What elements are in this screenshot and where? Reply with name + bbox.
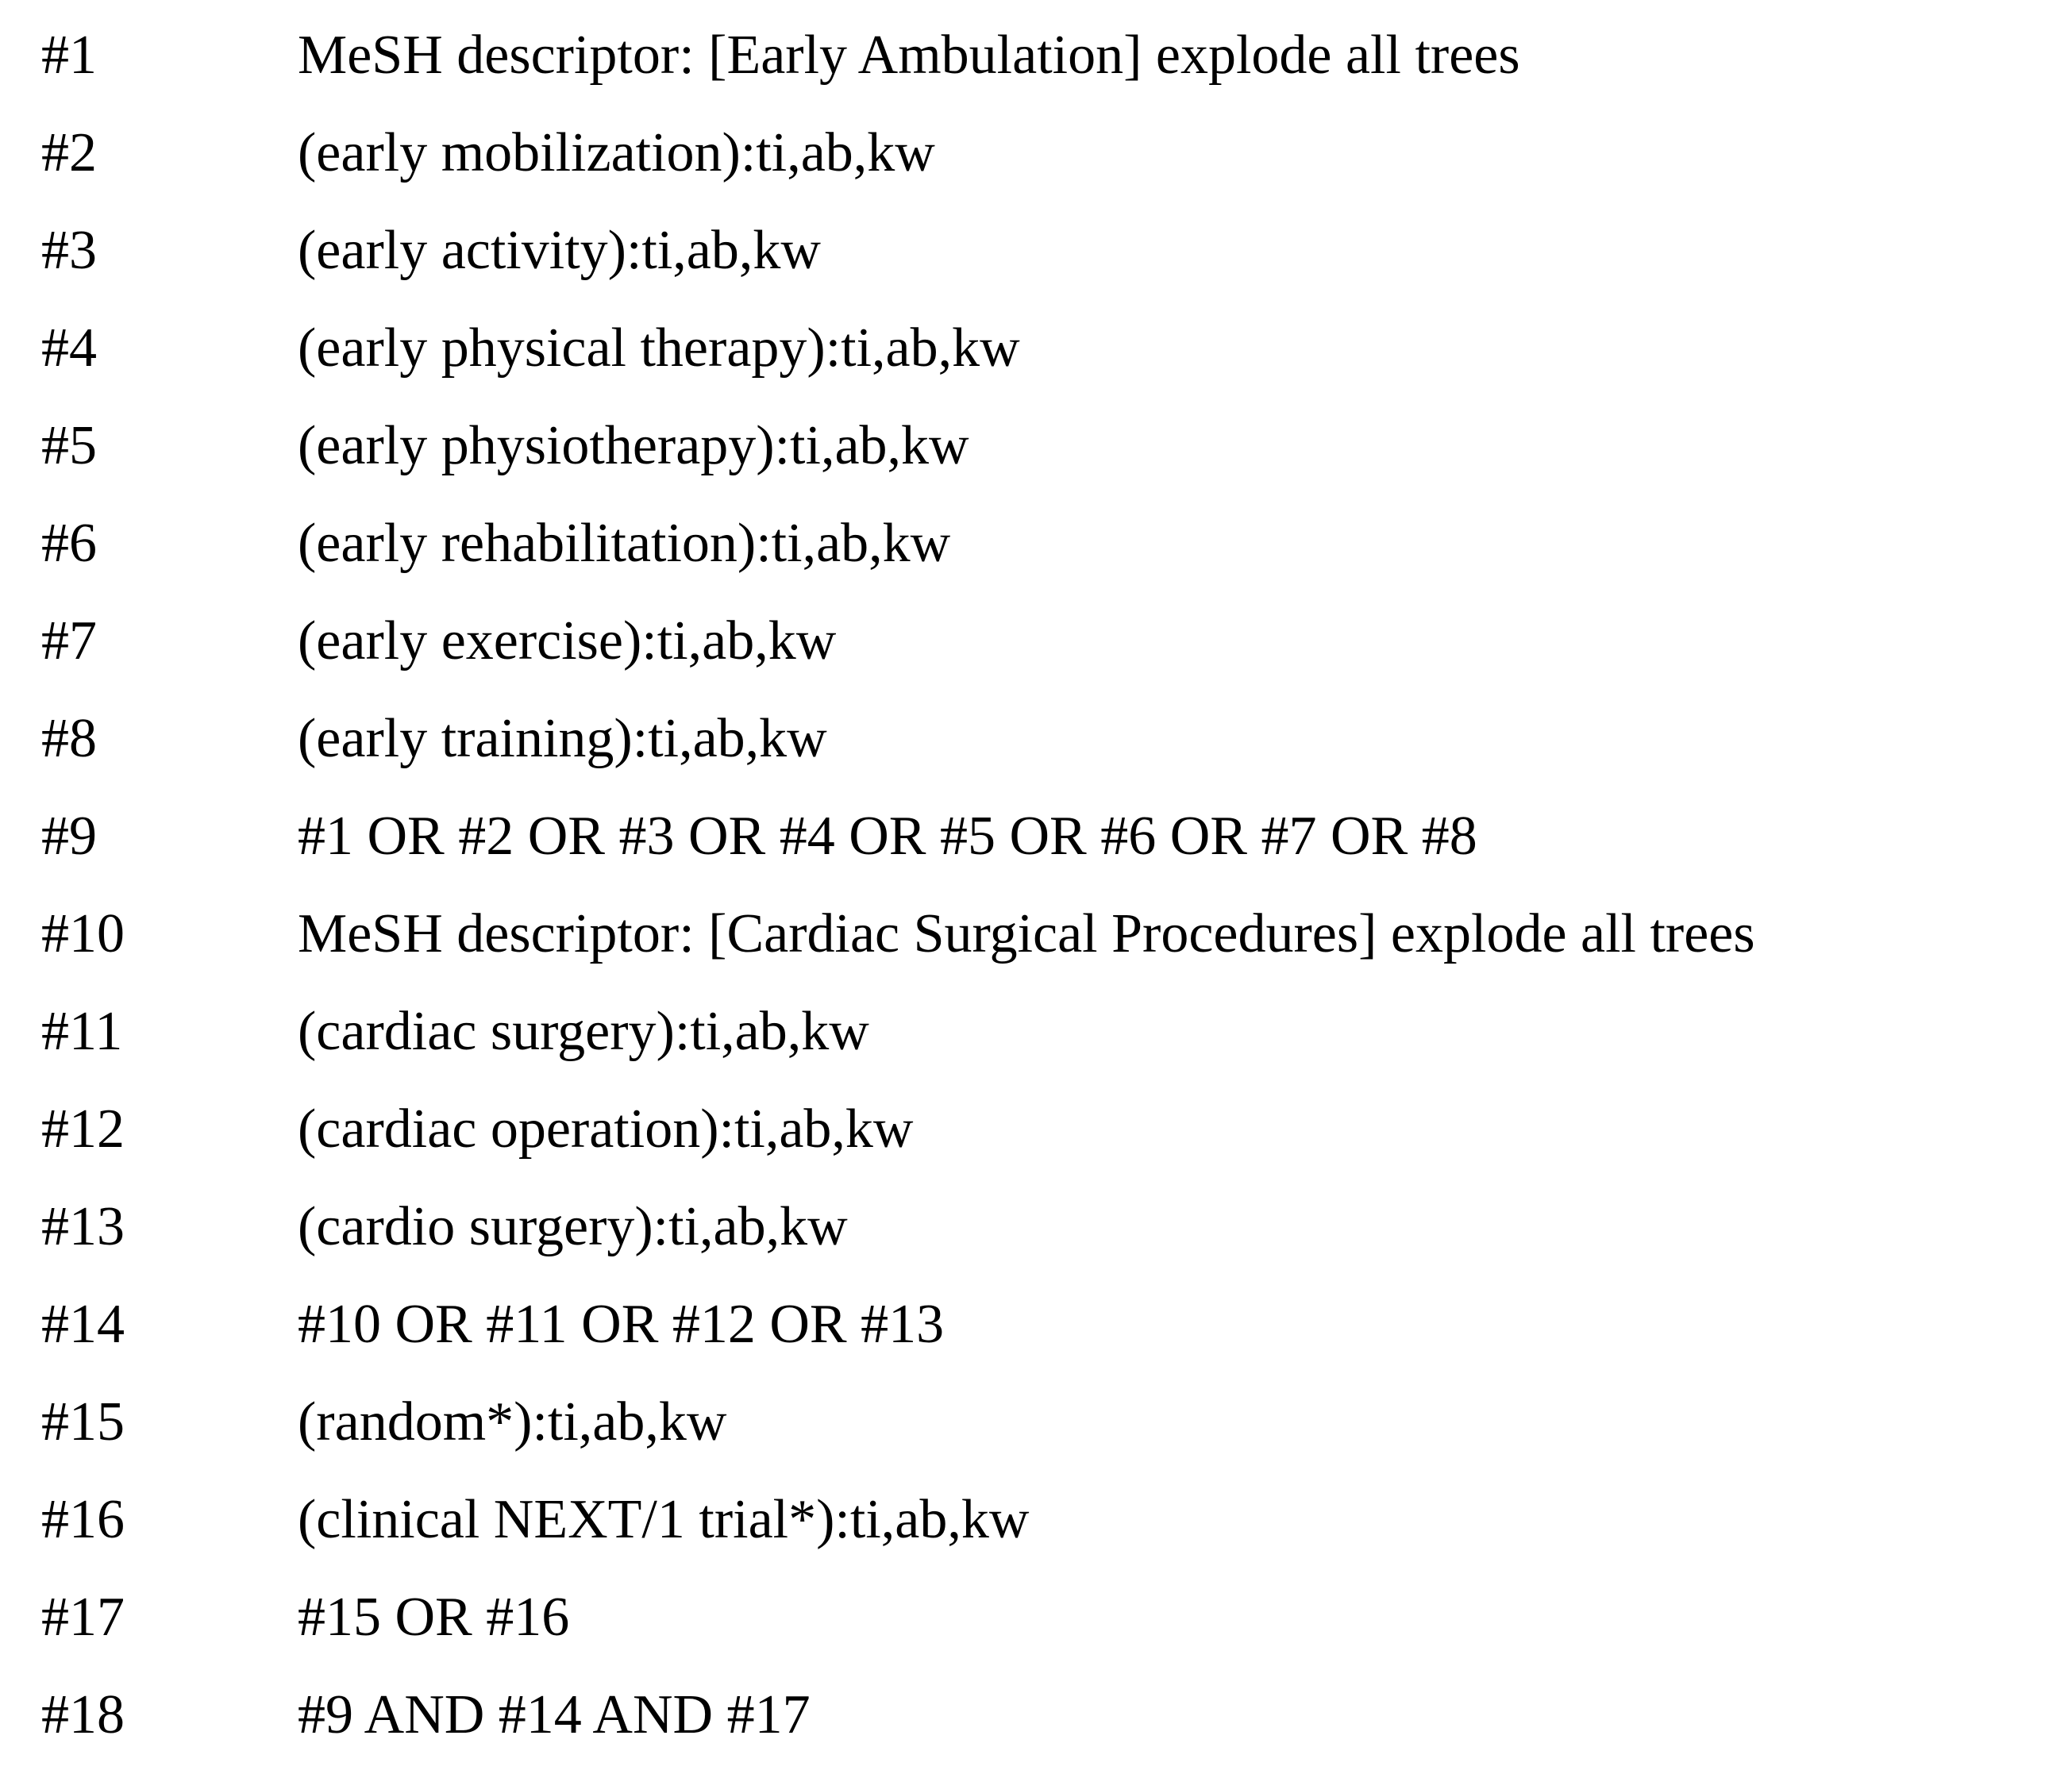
search-line-16 (0, 1480, 2072, 1560)
search-line-17 (0, 1578, 2072, 1657)
line-number: #13 (41, 1196, 125, 1257)
query-text: (early mobilization):ti,ab,kw (298, 122, 935, 183)
query-text: (cardio surgery):ti,ab,kw (298, 1196, 848, 1257)
query-text: (early physiotherapy):ti,ab,kw (298, 415, 969, 476)
line-number: #16 (41, 1489, 125, 1550)
query-text: #15 OR #16 (298, 1587, 570, 1648)
search-line-6 (0, 504, 2072, 583)
search-line-7 (0, 602, 2072, 681)
query-text: (clinical NEXT/1 trial*):ti,ab,kw (298, 1489, 1030, 1550)
query-text: #10 OR #11 OR #12 OR #13 (298, 1294, 945, 1355)
line-number: #8 (41, 708, 97, 769)
line-number: #12 (41, 1099, 125, 1160)
line-number: #9 (41, 806, 97, 867)
query-text: (cardiac operation):ti,ab,kw (298, 1099, 914, 1160)
line-number: #7 (41, 610, 97, 671)
query-text: (early training):ti,ab,kw (298, 708, 827, 769)
query-text: MeSH descriptor: [Cardiac Surgical Procedures] explode all trees (298, 903, 1755, 964)
query-text: #9 AND #14 AND #17 (298, 1684, 811, 1745)
line-number: #11 (41, 1001, 123, 1062)
line-number: #6 (41, 513, 97, 574)
query-text: (random*):ti,ab,kw (298, 1391, 727, 1453)
line-number: #18 (41, 1684, 125, 1745)
query-text: (early rehabilitation):ti,ab,kw (298, 513, 951, 574)
query-text: (cardiac surgery):ti,ab,kw (298, 1001, 869, 1062)
query-text: (early activity):ti,ab,kw (298, 220, 821, 281)
search-line-12 (0, 1090, 2072, 1169)
line-number: #2 (41, 122, 97, 183)
search-line-2 (0, 114, 2072, 193)
search-line-18 (0, 1676, 2072, 1755)
search-line-5 (0, 406, 2072, 486)
search-line-9 (0, 797, 2072, 876)
line-number: #1 (41, 25, 97, 86)
query-text: (early exercise):ti,ab,kw (298, 610, 837, 671)
search-line-14 (0, 1285, 2072, 1364)
line-number: #3 (41, 220, 97, 281)
search-line-13 (0, 1187, 2072, 1267)
line-number: #15 (41, 1391, 125, 1453)
search-line-10 (0, 895, 2072, 974)
query-text: #1 OR #2 OR #3 OR #4 OR #5 OR #6 OR #7 OR #8 (298, 806, 1477, 867)
search-line-11 (0, 992, 2072, 1072)
search-line-3 (0, 211, 2072, 291)
search-line-4 (0, 309, 2072, 388)
search-line-1 (0, 16, 2072, 95)
line-number: #17 (41, 1587, 125, 1648)
search-line-8 (0, 699, 2072, 779)
query-text: (early physical therapy):ti,ab,kw (298, 317, 1020, 379)
line-number: #10 (41, 903, 125, 964)
query-text: MeSH descriptor: [Early Ambulation] explode all trees (298, 25, 1520, 86)
line-number: #4 (41, 317, 97, 379)
search-line-15 (0, 1383, 2072, 1462)
line-number: #14 (41, 1294, 125, 1355)
line-number: #5 (41, 415, 97, 476)
